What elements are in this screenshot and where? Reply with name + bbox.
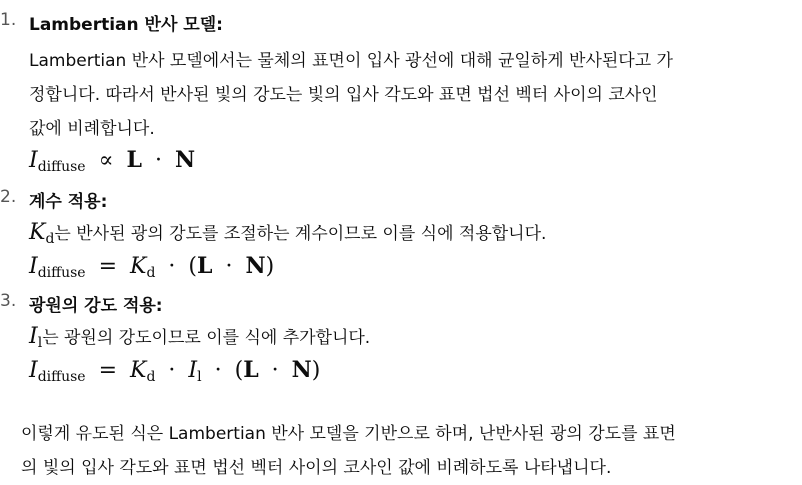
item-1-line-2: 정합니다. 따라서 반사된 빛의 강도는 빛의 입사 각도와 표면 법선 벡터 사이의 코사인 (29, 85, 658, 105)
list-number-2: 2. (0, 187, 17, 207)
item-2-heading: 계수 적용: (29, 192, 108, 212)
conclusion-line-1: 이렇게 유도된 식은 Lambertian 반사 모델을 기반으로 하며, 난반사된 광의 강도를 표면 (21, 424, 676, 444)
item-1-line-3: 값에 비례합니다. (29, 119, 155, 139)
item-2-description: $K_d$는 반사된 광의 강도를 조절하는 계수이므로 이를 식에 적용합니다. (29, 220, 547, 247)
item-1-line-1: Lambertian 반사 모델에서는 물체의 표면이 입사 광선에 대해 균일하게 반사된다고 가 (29, 51, 673, 71)
formula-3: $I_{diffuse} = K_d \cdot I_l \cdot (L \cdot N)$ (29, 357, 321, 385)
item-1-heading: Lambertian 반사 모델: (29, 15, 223, 35)
item-3-description: $I_l$는 광원의 강도이므로 이를 식에 추가합니다. (29, 324, 371, 351)
formula-1: $I_{diffuse} \propto L \cdot N$ (29, 147, 196, 175)
list-number-1: 1. (0, 10, 17, 30)
list-number-3: 3. (0, 291, 17, 311)
var-kd: $K_d$ (29, 220, 55, 247)
item-3-heading: 광원의 강도 적용: (29, 296, 163, 316)
conclusion-line-2: 의 빛의 입사 각도와 표면 법선 벡터 사이의 코사인 값에 비례하도록 나타냅니다. (21, 458, 612, 478)
formula-2: $I_{diffuse} = K_d \cdot (L \cdot N)$ (29, 253, 275, 281)
var-il: $I_l$ (29, 324, 43, 351)
